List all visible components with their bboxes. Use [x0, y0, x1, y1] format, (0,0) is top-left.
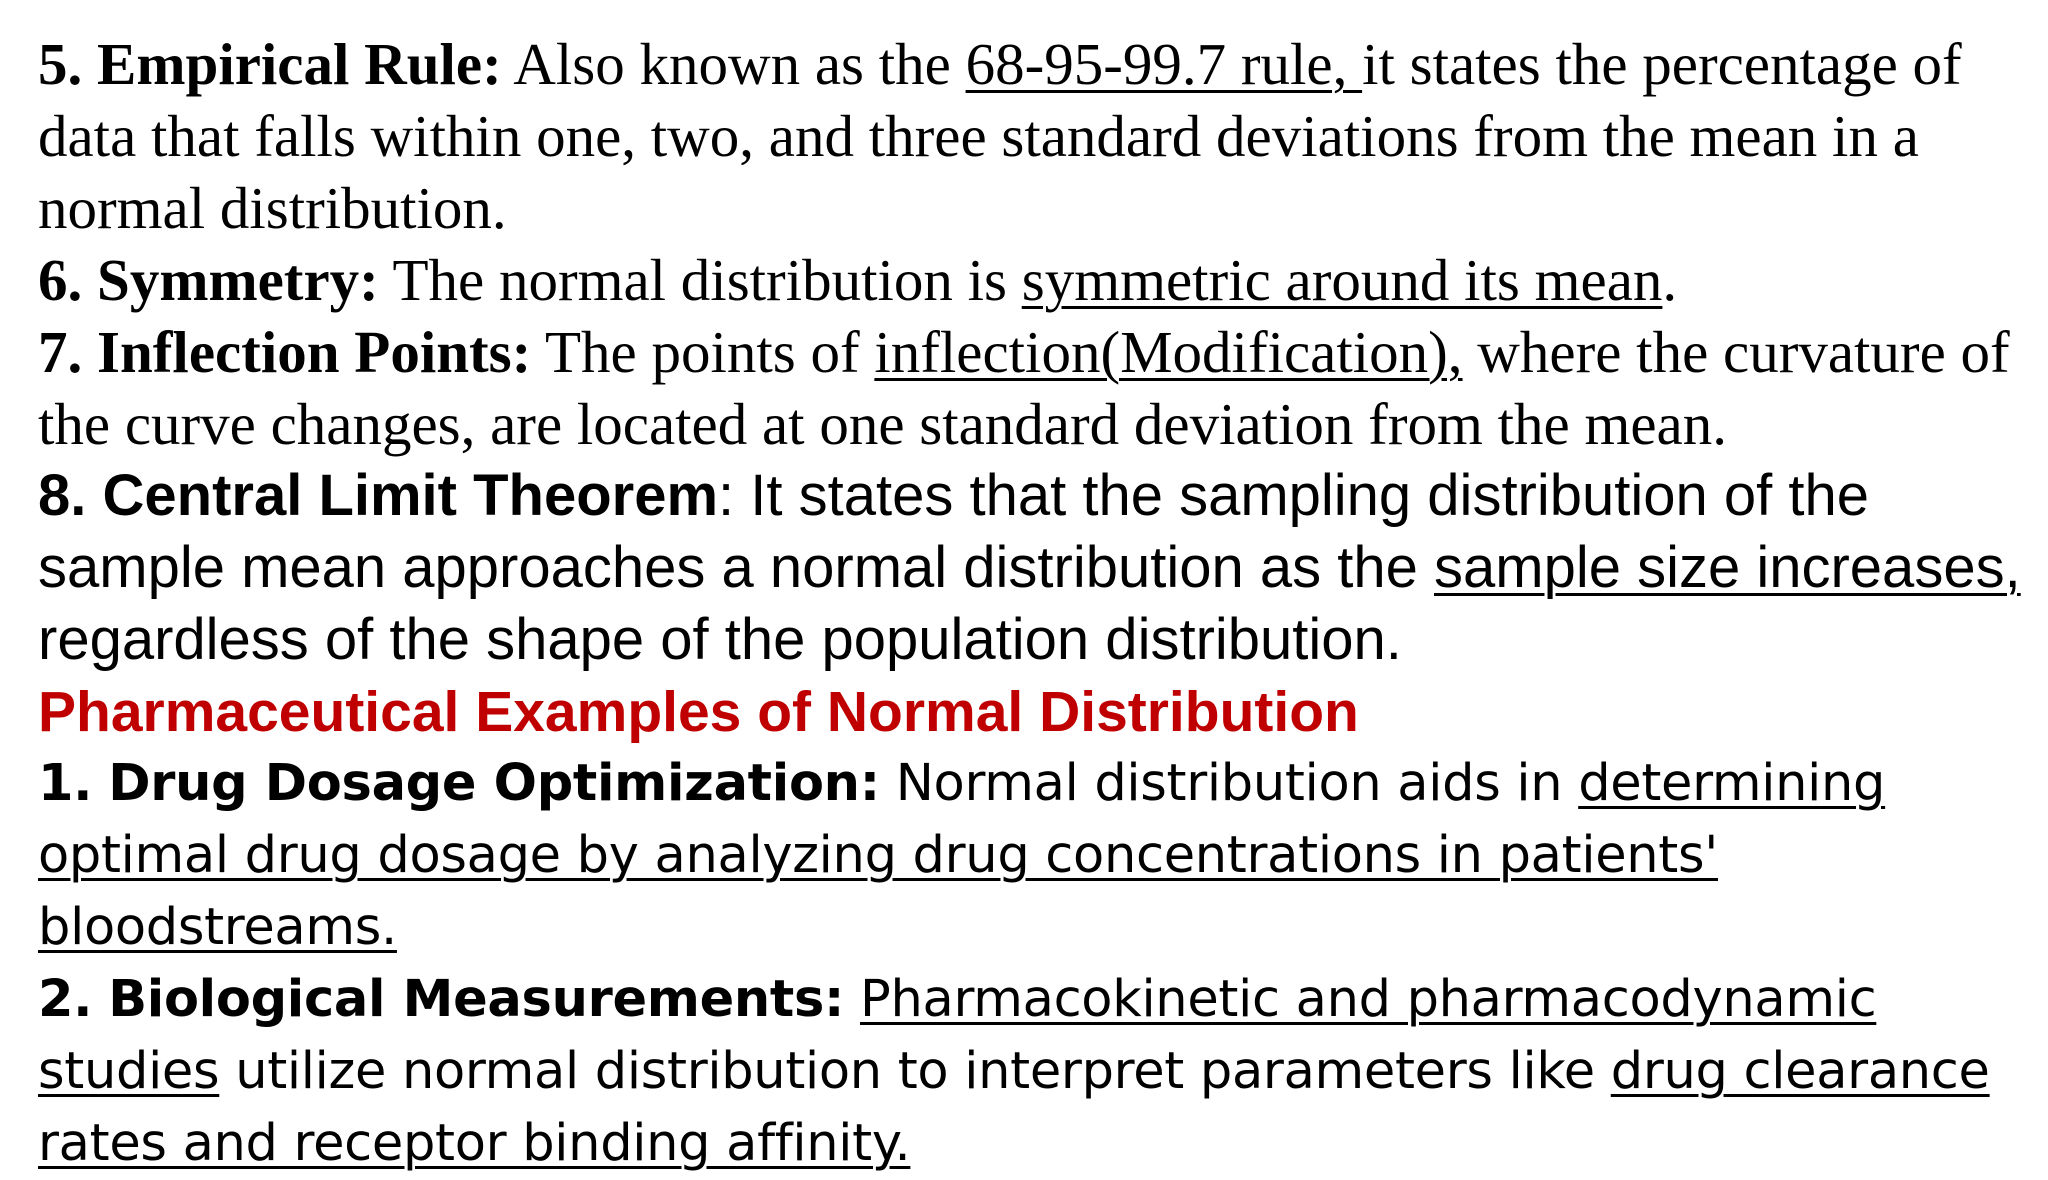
example-number: 2. [38, 970, 93, 1029]
example-text: utilize normal distribution to interpret parameters like [219, 1042, 1611, 1101]
example-term: Drug Dosage Optimization: [108, 754, 880, 813]
rule-inflection-points [38, 316, 2028, 460]
rule-underlined-text: symmetric around its mean [1021, 247, 1663, 313]
rule-term: Central Limit Theorem [102, 463, 719, 528]
rule-number: 5. [38, 31, 83, 97]
rule-text: Also known as the [501, 31, 966, 97]
example-underlined-text: determining optimal drug dosage by analyzing drug concentrations in patients' bloodstreams. [38, 754, 1886, 957]
rule-number: 7. [38, 319, 83, 385]
rule-text: The normal distribution is [378, 247, 1022, 313]
rule-term: Symmetry: [97, 247, 379, 313]
rule-text: The points of [531, 319, 875, 385]
rule-text: regardless of the shape of the population distribution. [38, 607, 1402, 672]
rule-term: Empirical Rule: [97, 31, 502, 97]
example-term: Biological Measurements: [108, 970, 845, 1029]
rule-text: where the curvature of the curve changes, are located at one standard deviation from the mean. [38, 319, 2010, 457]
rule-text: it states the percentage of data that falls within one, two, and three standard deviations from the mean in a normal distribution. [38, 31, 1962, 241]
rule-underlined-text: 68-95-99.7 rule, [965, 31, 1363, 97]
rule-central-limit-theorem [38, 460, 2028, 676]
example-underlined-text: drug clearance rates and receptor binding affinity. [38, 1042, 1990, 1173]
example-drug-dosage [38, 748, 2028, 964]
rule-symmetry [38, 244, 2028, 316]
rule-underlined-text: sample size increases, [1434, 535, 2021, 600]
example-text [844, 970, 860, 1029]
rule-underlined-text: inflection(Modification), [874, 319, 1463, 385]
rule-number: 8. [38, 463, 87, 528]
slide-content [38, 28, 2028, 1180]
rule-term: Inflection Points: [97, 319, 532, 385]
example-text: Normal distribution aids in [879, 754, 1579, 813]
example-underlined-text: Pharmacokinetic and pharmacodynamic studies [38, 970, 1877, 1101]
example-number: 1. [38, 754, 93, 813]
rule-empirical [38, 28, 2028, 244]
rule-number: 6. [38, 247, 83, 313]
rule-text: : It states that the sampling distribution of the sample mean approaches a normal distribution as the [38, 463, 1870, 600]
section-heading: Pharmaceutical Examples of Normal Distribution [38, 680, 1359, 744]
example-biological-measurements [38, 964, 2028, 1180]
rule-text: . [1662, 247, 1678, 313]
